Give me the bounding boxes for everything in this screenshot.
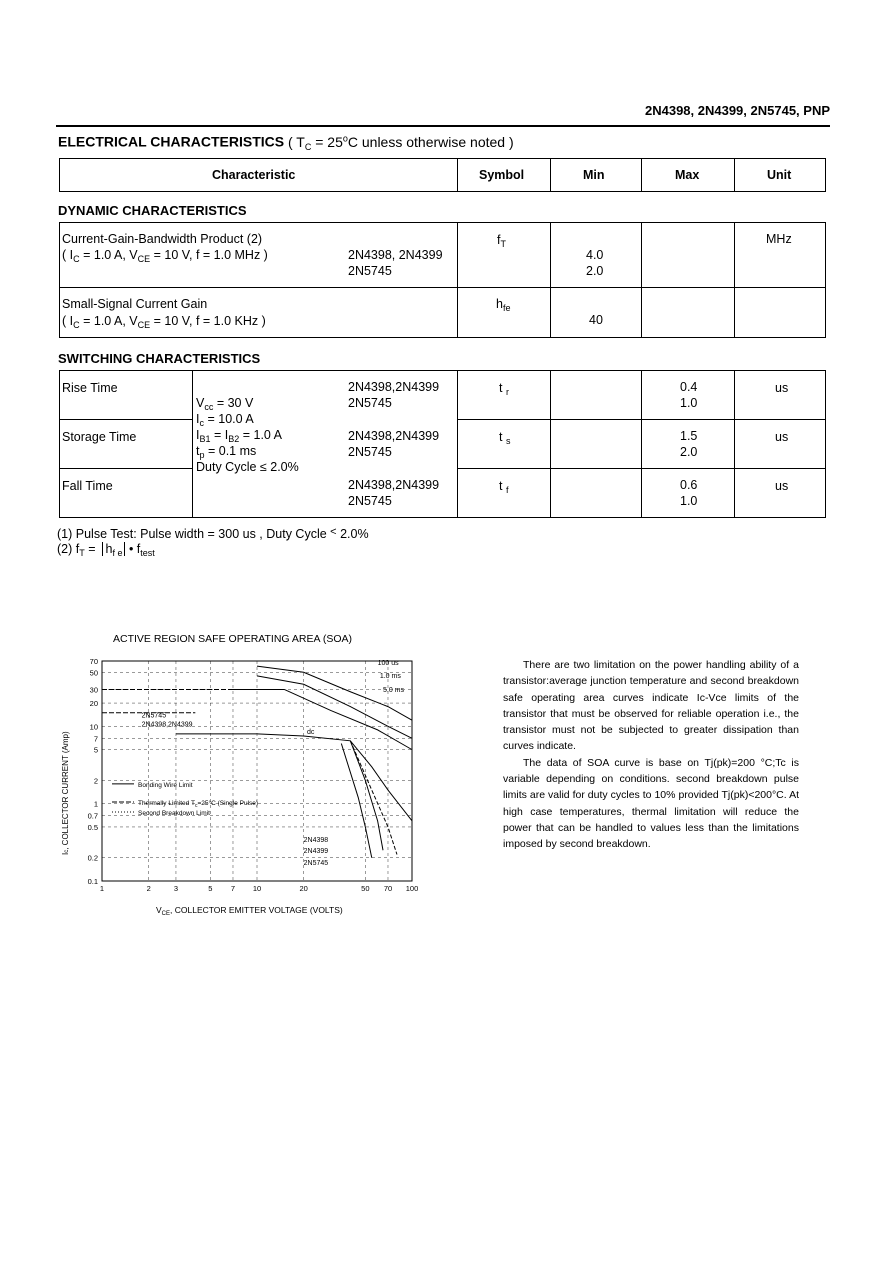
title-cond-b: = 25 bbox=[315, 133, 343, 150]
legend-thermal: Thermally Limited $T_c=25^\circ C$ (Single Pulse) bbox=[138, 800, 259, 810]
y-tick-label: 7 bbox=[93, 734, 98, 744]
sw-fall-unit: us bbox=[775, 479, 789, 493]
y-tick-label: 70 bbox=[89, 657, 98, 666]
sw-rise-max-cell bbox=[641, 370, 735, 420]
note-2-b: = bbox=[88, 542, 96, 556]
symbol-t: t bbox=[499, 479, 503, 493]
sw-cond-vcc bbox=[196, 396, 253, 412]
sw-fall-name: Fall Time bbox=[62, 479, 113, 493]
sw-rise-unit: us bbox=[775, 381, 789, 395]
symbol-t-sub: r bbox=[505, 387, 509, 397]
cond-t: I bbox=[196, 412, 200, 426]
title-condition bbox=[288, 134, 514, 150]
soa-description bbox=[503, 657, 799, 853]
ylabel-sub: c bbox=[64, 849, 70, 853]
dyn-row2-min: 40 bbox=[589, 313, 603, 327]
curve-label: 1.0 ms bbox=[379, 673, 401, 681]
device-label-top: 2N4398,2N4399 bbox=[141, 721, 193, 729]
note-1 bbox=[57, 526, 369, 541]
header-divider bbox=[56, 125, 830, 127]
note-1-end: 2.0% bbox=[340, 527, 369, 541]
device-label-bottom: 2N5745 bbox=[303, 860, 329, 868]
dynamic-heading: DYNAMIC CHARACTERISTICS bbox=[58, 203, 247, 218]
cond-t: Duty Cycle bbox=[196, 460, 257, 474]
sw-rise-name: Rise Time bbox=[62, 381, 118, 395]
x-tick-label: 1 bbox=[99, 884, 105, 893]
x-tick-label: 2 bbox=[146, 884, 151, 893]
dyn-row1-condition bbox=[62, 248, 268, 264]
title-cond-deg: o bbox=[342, 133, 348, 143]
cond-a-sub: C bbox=[73, 320, 80, 330]
sw-rise-unit-cell bbox=[734, 370, 826, 420]
sw-storage-max-cell bbox=[641, 419, 735, 469]
cond-b-sub: CE bbox=[137, 320, 151, 330]
dyn-row1-name: Current-Gain-Bandwidth Product (2) bbox=[62, 232, 263, 246]
cond-b: = 1.0 A, V bbox=[83, 248, 138, 262]
symbol-f: f bbox=[497, 233, 501, 247]
cond-t: V bbox=[196, 396, 205, 410]
curve-label: 5.0 ms bbox=[383, 686, 405, 694]
y-tick-label: 50 bbox=[89, 668, 98, 678]
soa-chart-title: ACTIVE REGION SAFE OPERATING AREA (SOA) bbox=[113, 633, 353, 645]
x-tick-label: 50 bbox=[361, 884, 370, 893]
header-symbol: Symbol bbox=[479, 168, 525, 182]
cond-r: = 10.0 A bbox=[207, 412, 254, 426]
title-cond-sub: C bbox=[304, 141, 312, 152]
device-label-top: 2N5745 bbox=[141, 712, 167, 720]
title-cond-end: C unless otherwise noted ) bbox=[347, 133, 514, 150]
cond-s: p bbox=[199, 450, 205, 460]
x-tick-label: 10 bbox=[252, 884, 262, 893]
sw-storage-name: Storage Time bbox=[62, 430, 137, 444]
title-cond-a: ( T bbox=[287, 133, 305, 150]
note-2 bbox=[57, 542, 155, 558]
switching-heading: SWITCHING CHARACTERISTICS bbox=[58, 351, 261, 366]
cond-t: t bbox=[196, 444, 200, 458]
sw-rise-max-2: 1.0 bbox=[680, 396, 698, 410]
sw-storage-name-cell bbox=[59, 419, 193, 469]
electrical-characteristics-title bbox=[58, 133, 514, 152]
sw-fall-symbol bbox=[499, 479, 508, 495]
symbol-t-sub: f bbox=[505, 485, 509, 495]
y-tick-label: 30 bbox=[89, 685, 98, 695]
cond-a-sub: C bbox=[73, 254, 80, 264]
breakdown-2n4399 bbox=[350, 741, 397, 855]
sw-storage-max-1: 1.5 bbox=[680, 429, 698, 443]
sw-fall-name-cell bbox=[59, 468, 193, 518]
cond-s: c bbox=[199, 418, 204, 428]
sw-fall-max-cell bbox=[641, 468, 735, 518]
x-tick-label: 20 bbox=[299, 884, 308, 893]
sw-fall-unit-cell bbox=[734, 468, 826, 518]
note-2-c-sub: test bbox=[140, 548, 155, 558]
y-tick-label: 2 bbox=[93, 776, 98, 786]
cond-c: = 10 V, f = 1.0 KHz ) bbox=[153, 314, 266, 328]
symbol-t-sub: s bbox=[505, 436, 511, 446]
curve-label: 100 us bbox=[377, 660, 399, 668]
note-1-symbol: < bbox=[330, 526, 337, 538]
xlabel-prefix: V bbox=[156, 905, 162, 915]
dyn-row1-min-1: 4.0 bbox=[586, 248, 604, 262]
soa-paragraph-1: There are two limitation on the power handling ability of a transistor:average junction temperature and second breakdown safe operating area curves indicate Ic-Vce limits of the transistor that must be observed for reliable operation i.e., the transistor must not be subjected to greater dissipation than curves indicate. bbox=[503, 659, 799, 753]
cond-r: = I bbox=[213, 428, 229, 442]
x-tick-label: 3 bbox=[173, 884, 179, 893]
note-2-abs bbox=[102, 542, 125, 556]
sw-fall-max-1: 0.6 bbox=[680, 478, 698, 492]
soa-xlabel bbox=[156, 905, 343, 917]
sw-storage-unit: us bbox=[775, 430, 789, 444]
note-2-c: • f bbox=[128, 542, 141, 556]
dyn-row2-symbol bbox=[496, 297, 510, 313]
sw-cond-tp bbox=[196, 444, 256, 460]
symbol-h-sub: fe bbox=[502, 303, 511, 313]
note-2-a: (2) f bbox=[57, 542, 80, 556]
y-tick-label: 20 bbox=[89, 699, 98, 709]
sw-storage-min-cell bbox=[550, 419, 642, 469]
soa-plot-area bbox=[88, 657, 419, 893]
dyn-row2-max-cell bbox=[641, 287, 735, 338]
part-number-header: 2N4398, 2N4399, 2N5745, PNP bbox=[644, 103, 830, 118]
y-tick-label: 1 bbox=[93, 799, 98, 809]
note-2-a-sub: T bbox=[79, 548, 85, 558]
ylabel-text: , COLLECTOR CURRENT (Amp) bbox=[61, 731, 70, 850]
cond-s: cc bbox=[204, 402, 214, 412]
y-tick-label: 10 bbox=[89, 722, 98, 732]
soa-chart bbox=[56, 625, 436, 920]
cond-s2: B2 bbox=[228, 434, 240, 444]
sw-storage-max-2: 2.0 bbox=[680, 445, 698, 459]
cond-s: B1 bbox=[199, 434, 211, 444]
cond-r2: = 1.0 A bbox=[242, 428, 283, 442]
ylabel-prefix: I bbox=[61, 852, 70, 855]
note-2-h-sub: f e bbox=[112, 548, 123, 558]
soa-ylabel bbox=[61, 731, 70, 855]
curve-label: dc bbox=[306, 728, 315, 736]
cond-c: = 10 V, f = 1.0 MHz ) bbox=[153, 248, 268, 262]
cond-a: ( I bbox=[62, 248, 74, 262]
symbol-f-sub: T bbox=[500, 239, 506, 249]
dyn-row1-device-2: 2N5745 bbox=[348, 264, 392, 278]
cond-b-sub: CE bbox=[137, 254, 151, 264]
xlabel-sub: CE bbox=[161, 911, 171, 917]
legend-thermal-sub: c bbox=[194, 803, 198, 810]
sw-rise-max-1: 0.4 bbox=[680, 380, 698, 394]
dyn-row1-symbol-cell bbox=[457, 222, 551, 288]
sw-fall-device-2: 2N5745 bbox=[348, 494, 392, 508]
legend-thermal-tail: =25°C (Single Pulse) bbox=[197, 800, 259, 808]
header-unit: Unit bbox=[767, 168, 792, 182]
legend-bonding: Bonding Wire Limit bbox=[138, 781, 193, 789]
sw-fall-max-2: 1.0 bbox=[680, 494, 698, 508]
soa-paragraph-2: The data of SOA curve is base on Tj(pk)=200 °C;Tc is variable depending on conditions. second breakdown pulse limits are valid for duty cycles to 10% provided Tj(pk)<200°C. At high case temperatures, thermal limitation will reduce the power that can be handled to values less than the limitations imposed by second breakdown. bbox=[503, 756, 799, 851]
dyn-row2-unit-cell bbox=[734, 287, 826, 338]
cond-a: ( I bbox=[62, 314, 74, 328]
legend-breakdown: Second Breakdown Limit bbox=[138, 810, 210, 818]
cond-b: = 1.0 A, V bbox=[83, 314, 138, 328]
x-tick-label: 100 bbox=[405, 884, 419, 893]
dyn-row1-min-2: 2.0 bbox=[586, 264, 604, 278]
sw-rise-name-cell bbox=[59, 370, 193, 420]
cond-t: I bbox=[196, 428, 200, 442]
sw-fall-device-1: 2N4398,2N4399 bbox=[348, 478, 440, 492]
sw-cond-ib bbox=[196, 428, 282, 444]
x-tick-label: 70 bbox=[383, 884, 393, 893]
sw-storage-unit-cell bbox=[734, 419, 826, 469]
note-2-h: h bbox=[105, 542, 113, 556]
cond-r: = 0.1 ms bbox=[207, 444, 257, 458]
dyn-row1-unit: MHz bbox=[766, 232, 792, 246]
header-characteristic: Characteristic bbox=[212, 168, 296, 182]
y-tick-label: 0.2 bbox=[87, 853, 98, 863]
y-tick-label: 0.5 bbox=[87, 822, 98, 832]
sw-cond-ic bbox=[196, 412, 254, 428]
symbol-t: t bbox=[499, 381, 503, 395]
symbol-t: t bbox=[499, 430, 503, 444]
header-max: Max bbox=[675, 168, 700, 182]
cond-r: ≤ 2.0% bbox=[259, 460, 299, 474]
sw-storage-device-2: 2N5745 bbox=[348, 445, 392, 459]
sw-cond-duty bbox=[196, 460, 299, 474]
device-label-bottom: 2N4399 bbox=[303, 848, 329, 856]
x-tick-label: 7 bbox=[230, 884, 236, 893]
soa-chart-svg bbox=[56, 625, 436, 920]
dyn-row1-device-1: 2N4398, 2N4399 bbox=[348, 248, 443, 262]
sw-storage-symbol bbox=[499, 430, 510, 446]
dyn-row2-char-cell bbox=[59, 287, 458, 338]
sw-rise-device-2: 2N5745 bbox=[348, 396, 392, 410]
dyn-row1-symbol bbox=[497, 233, 506, 249]
sw-storage-device-1: 2N4398,2N4399 bbox=[348, 429, 440, 443]
dyn-row2-condition bbox=[62, 314, 266, 330]
title-bold: ELECTRICAL CHARACTERISTICS bbox=[58, 133, 285, 150]
note-1-text: (1) Pulse Test: Pulse width = 300 us , Duty Cycle bbox=[57, 527, 327, 541]
dyn-row1-max-cell bbox=[641, 222, 735, 288]
curve-dc bbox=[176, 734, 412, 821]
header-min: Min bbox=[583, 168, 605, 182]
x-tick-label: 5 bbox=[208, 884, 213, 893]
cond-r: = 30 V bbox=[216, 396, 254, 410]
dyn-row2-name: Small-Signal Current Gain bbox=[62, 297, 208, 311]
y-tick-label: 0.1 bbox=[87, 877, 98, 886]
symbol-h: h bbox=[496, 297, 503, 311]
y-tick-label: 5 bbox=[93, 745, 98, 755]
sw-rise-symbol bbox=[499, 381, 509, 397]
xlabel-text: , COLLECTOR EMITTER VOLTAGE (VOLTS) bbox=[170, 905, 343, 915]
device-label-bottom: 2N4398 bbox=[303, 836, 329, 844]
y-tick-label: 0.7 bbox=[87, 811, 98, 821]
sw-rise-device-1: 2N4398,2N4399 bbox=[348, 380, 440, 394]
sw-fall-min-cell bbox=[550, 468, 642, 518]
sw-rise-min-cell bbox=[550, 370, 642, 420]
